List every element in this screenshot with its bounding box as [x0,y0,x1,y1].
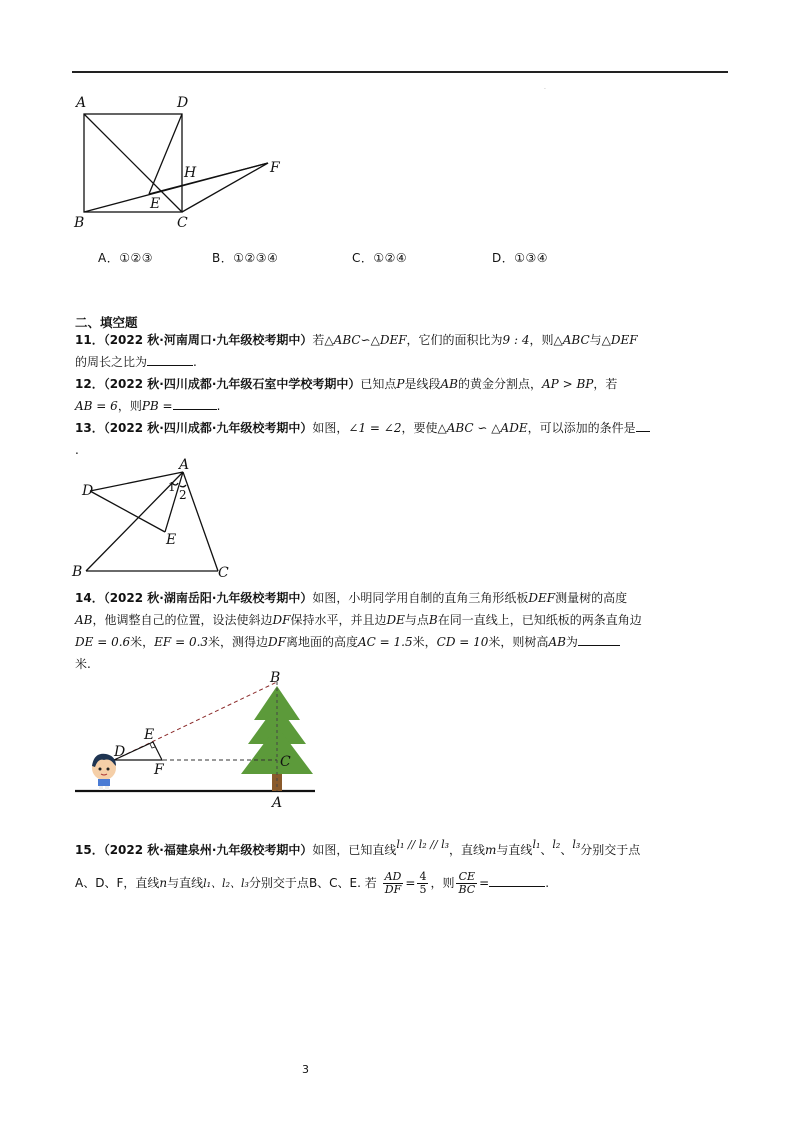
choice-b[interactable]: B．①②③④ [212,251,279,265]
q15-text: ，直线 [449,843,486,857]
question-14 [75,587,727,675]
q15-text: . 若 [357,876,377,890]
fig2-label-c: C [218,565,229,581]
q15-math: l₂ [552,838,561,851]
q11-math: △ABC [553,333,590,347]
q11-source: （2022 秋·河南周口·九年级校考期中） [103,333,313,347]
fig2-label-e: E [166,532,177,548]
fig2-label-angle-1: 1 [168,480,176,494]
q12-text: 是线段 [404,377,441,391]
q14-text: 米，则树高 [488,635,549,649]
q11-text: 若 [312,333,325,347]
q13-number: 13． [75,421,104,435]
q15-math: m [485,843,497,857]
q13-text: 如图， [312,421,349,435]
fig1-label-f: F [270,160,280,176]
q15-number: 15． [75,843,104,857]
q14-text: 米，测得边 [208,635,269,649]
figure-square-abcd [70,92,290,237]
q14-math: DE = 0.6 [75,635,131,649]
fig2-label-a: A [179,457,190,473]
q15-text: 如图，已知直线 [312,843,397,857]
q15-math: l₁ // l₂ // l₃ [396,838,450,851]
q14-math: AB [548,635,566,649]
q11-text: 与 [589,333,602,347]
fig1-label-c: C [177,215,188,231]
q15-math: l₁、l₂、l₃ [203,877,249,890]
fig2-label-d: D [82,483,94,499]
choice-d[interactable]: D．①③④ [492,251,549,265]
q12-text: ，若 [593,377,618,391]
q15-frac-bottom: DF [384,883,402,896]
fig3-label-d: D [114,744,126,760]
figure-tree-measurement [70,668,330,811]
boy-icon [92,754,116,790]
q11-text: 的周长之比为 [75,355,148,369]
header-rule [72,71,728,73]
q11-answer-blank[interactable] [147,353,193,366]
q14-math: EF = 0.3 [154,635,209,649]
q15-text: 、 [540,843,553,857]
q15-equals: = [479,876,490,890]
q11-math: 9 : 4 [502,333,530,347]
q14-math: B [428,613,438,627]
q14-text: 米， [412,635,437,649]
choice-c[interactable]: C．①②④ [352,251,408,265]
q13-source: （2022 秋·四川成都·九年级校考期中） [103,421,313,435]
q15-equals: = [405,876,416,890]
q15-fraction-4-5 [417,871,428,896]
q14-math: AB [75,613,93,627]
fig3-label-e: E [144,727,155,743]
q12-text: 的黄金分割点， [458,377,543,391]
q15-frac-top: AD [384,870,402,883]
q13-math: △ABC ∽ △ADE [437,421,528,435]
question-15-line2 [75,868,727,899]
fig1-label-e: E [150,196,161,212]
q14-math: DF [272,613,291,627]
q15-answer-blank[interactable] [489,874,545,887]
q14-text: 测量树的高度 [555,591,628,605]
fig3-label-c: C [280,754,291,770]
q14-math: DEF [528,591,556,605]
q15-frac-bottom: BC [458,883,476,896]
q15-math: n [159,876,168,890]
q15-frac-top: 4 [419,870,427,883]
q15-math: l₁ [532,838,541,851]
fig3-label-f: F [154,762,164,778]
q15-text: 与直线 [167,876,204,890]
q15-text: 与直线 [496,843,533,857]
q14-source: （2022 秋·湖南岳阳·九年级校考期中） [103,591,313,605]
q15-source: （2022 秋·福建泉州·九年级校考期中） [103,843,313,857]
q15-text: 分别交于点 [580,843,641,857]
q12-math: AP > BP [542,377,594,391]
q11-text: ，它们的面积比为 [406,333,503,347]
q15-text: 分别交于点 [248,876,309,890]
q13-answer-blank[interactable] [636,419,650,432]
q12-math: AB = 6 [75,399,118,413]
q12-text: . [216,399,221,413]
q14-math: DE [386,613,405,627]
question-13 [75,417,727,461]
q14-text: 在同一直线上，已知纸板的两条直角边 [437,613,642,627]
q14-text: 米， [130,635,155,649]
q15-text: 、 [560,843,573,857]
q12-answer-blank[interactable] [173,397,217,410]
q13-math: ∠1 = ∠2 [348,421,402,435]
q11-math: △ABC∽△DEF [324,333,407,347]
q14-math: DF [268,635,286,649]
q11-text: . [193,355,197,369]
page-number: 3 [302,1063,309,1076]
q12-text: ，则 [117,399,142,413]
q15-text: B、C、E [308,876,358,890]
q13-text: . [75,443,79,457]
q14-number: 14． [75,591,104,605]
fig1-label-d: D [177,95,189,111]
q15-text: . [545,876,550,890]
fig1-label-h: H [184,165,197,181]
q15-math: l₃ [572,838,581,851]
q14-text: 如图，小明同学用自制的直角三角形纸板 [312,591,529,605]
fig3-label-b: B [270,670,281,686]
fig3-label-a: A [272,795,283,811]
q15-frac-bottom: 5 [419,883,427,896]
fig1-label-b: B [74,215,85,231]
q15-fraction-ad-df [383,871,404,896]
q13-text: ，要使 [401,421,438,435]
q15-fraction-ce-bc [456,871,477,896]
section-title: 二、填空题 [75,315,138,330]
q13-text: ，可以添加的条件是 [527,421,636,435]
q12-text: 已知点 [360,377,397,391]
question-12 [75,373,727,417]
q15-text: A、D、F [75,876,124,890]
q12-math: PB = [141,399,173,413]
header-mark: . [544,84,546,91]
q14-text: 离地面的高度 [286,635,359,649]
fig1-label-a: A [76,95,87,111]
q12-number: 12． [75,377,104,391]
q14-text: ，他调整自己的位置，设法使斜边 [92,613,273,627]
q11-text: ，则 [529,333,554,347]
figure-triangles-abc-ade [68,458,248,583]
q14-math: AC = 1.5 [358,635,413,649]
q12-source: （2022 秋·四川成都·九年级石室中学校考期中） [103,377,361,391]
q15-text: ，则 [430,876,455,890]
q14-text: 与点 [404,613,429,627]
q11-number: 11． [75,333,104,347]
q14-text: 米. [75,657,91,671]
q14-text: 保持水平，并且边 [290,613,387,627]
q12-math: P [396,377,405,391]
q14-text: 为 [565,635,578,649]
q14-math: CD = 10 [436,635,489,649]
question-11 [75,329,727,373]
q15-frac-top: CE [456,871,477,884]
q12-math: AB [440,377,458,391]
q14-answer-blank[interactable] [578,633,620,646]
choice-a[interactable]: A．①②③ [98,251,153,265]
fig2-label-b: B [72,564,83,580]
q15-text: ，直线 [123,876,160,890]
fig2-label-angle-2: 2 [179,488,187,502]
question-15 [75,834,727,861]
q11-math: △DEF [601,333,638,347]
